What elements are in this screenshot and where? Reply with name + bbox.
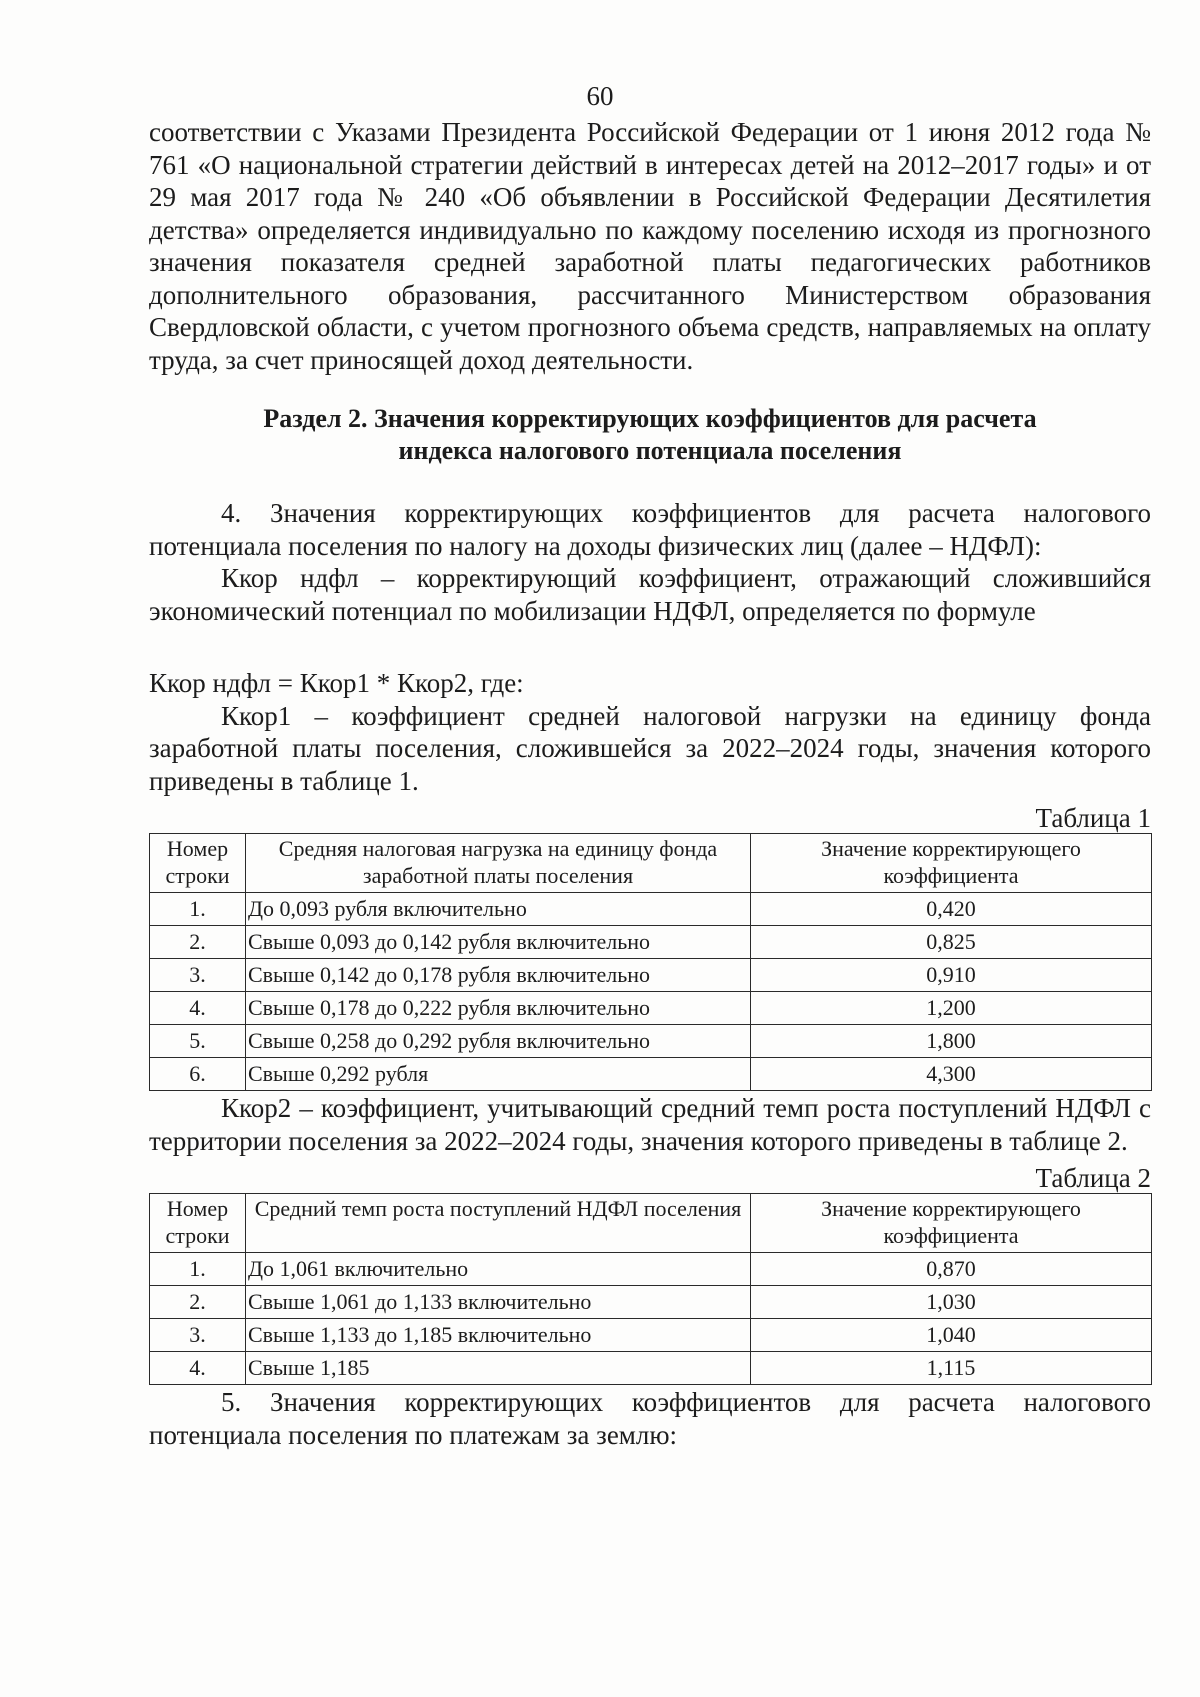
table-1-header-number: Номер строки <box>150 834 246 893</box>
document-body <box>149 116 1151 1451</box>
section-title-line-2: индекса налогового потенциала поселения <box>398 436 902 465</box>
row-value: 1,115 <box>751 1352 1152 1385</box>
table-2 <box>149 1193 1152 1385</box>
row-value: 1,200 <box>751 992 1152 1025</box>
paragraph-kkor2: Ккор2 – коэффициент, учитывающий средний темп роста поступлений НДФЛ с территории поселения за 2022–2024 годы, значения которого приведены в таблице 2. <box>149 1093 1151 1156</box>
row-condition: До 1,061 включительно <box>246 1253 751 1286</box>
row-number: 1. <box>150 1253 246 1286</box>
table-row <box>150 1253 1152 1286</box>
row-number: 4. <box>150 1352 246 1385</box>
table-row <box>150 959 1152 992</box>
row-number: 5. <box>150 1025 246 1058</box>
row-number: 3. <box>150 959 246 992</box>
row-condition: Свыше 0,142 до 0,178 рубля включительно <box>246 959 751 992</box>
row-value: 0,825 <box>751 926 1152 959</box>
row-value: 1,040 <box>751 1319 1152 1352</box>
row-number: 2. <box>150 926 246 959</box>
table-1-header-load: Средняя налоговая нагрузка на единицу фонда заработной платы поселения <box>246 834 751 893</box>
table-1-header-value: Значение корректирующего коэффициента <box>751 834 1152 893</box>
paragraph-5: 5. Значения корректирующих коэффициентов для расчета налогового потенциала поселения по платежам за землю: <box>149 1387 1151 1450</box>
table-row <box>150 1025 1152 1058</box>
paragraph-kkor-ndfl: Ккор ндфл – корректирующий коэффициент, отражающий сложившийся экономический потенциал по мобилизации НДФЛ, определяется по формуле <box>149 563 1151 626</box>
table-1-header-row <box>150 834 1152 893</box>
row-value: 1,800 <box>751 1025 1152 1058</box>
row-condition: Свыше 0,258 до 0,292 рубля включительно <box>246 1025 751 1058</box>
row-condition: Свыше 0,292 рубля <box>246 1058 751 1091</box>
row-value: 4,300 <box>751 1058 1152 1091</box>
table-row <box>150 893 1152 926</box>
row-value: 0,870 <box>751 1253 1152 1286</box>
row-condition: Свыше 0,178 до 0,222 рубля включительно <box>246 992 751 1025</box>
row-condition: Свыше 1,133 до 1,185 включительно <box>246 1319 751 1352</box>
table-row <box>150 992 1152 1025</box>
table-2-caption: Таблица 2 <box>1035 1163 1151 1193</box>
paragraph-4: 4. Значения корректирующих коэффициентов для расчета налогового потенциала поселения по налогу на доходы физических лиц (далее – НДФЛ): <box>149 498 1151 561</box>
table-2-header-row <box>150 1194 1152 1253</box>
row-value: 0,910 <box>751 959 1152 992</box>
table-row <box>150 926 1152 959</box>
paragraph-kkor1: Ккор1 – коэффициент средней налоговой нагрузки на единицу фонда заработной платы поселения, сложившейся за 2022–2024 годы, значения которого приведены в таблице 1. <box>149 700 1151 796</box>
formula: Ккор ндфл = Ккор1 * Ккор2, где: <box>149 668 524 698</box>
table-row <box>150 1286 1152 1319</box>
row-value: 1,030 <box>751 1286 1152 1319</box>
table-2-header-value: Значение корректирующего коэффициента <box>751 1194 1152 1253</box>
table-2-header-number: Номер строки <box>150 1194 246 1253</box>
row-number: 6. <box>150 1058 246 1091</box>
section-title-line-1: Раздел 2. Значения корректирующих коэффициентов для расчета <box>263 404 1037 433</box>
table-2-header-growth: Средний темп роста поступлений НДФЛ поселения <box>246 1194 751 1253</box>
intro-paragraph: соответствии с Указами Президента Российской Федерации от 1 июня 2012 года № 761 «О национальной стратегии действий в интересах детей на 2012–2017 годы» и от 29 мая 2017 года № 240 «Об объявлении в Российской Федерации Десятилетия детства» определяется индивидуально по каждому поселению исходя из прогнозного значения показателя средней заработной платы педагогических работников дополнительного образования, рассчитанного Министерством образования Свердловской области, с учетом прогнозного объема средств, направляемых на оплату труда, за счет приносящей доход деятельности. <box>149 117 1151 375</box>
row-value: 0,420 <box>751 893 1152 926</box>
page-number: 60 <box>586 81 614 111</box>
row-number: 2. <box>150 1286 246 1319</box>
table-row <box>150 1319 1152 1352</box>
row-condition: Свыше 1,061 до 1,133 включительно <box>246 1286 751 1319</box>
row-number: 1. <box>150 893 246 926</box>
row-condition: Свыше 1,185 <box>246 1352 751 1385</box>
table-row <box>150 1058 1152 1091</box>
row-condition: До 0,093 рубля включительно <box>246 893 751 926</box>
row-condition: Свыше 0,093 до 0,142 рубля включительно <box>246 926 751 959</box>
row-number: 3. <box>150 1319 246 1352</box>
table-row <box>150 1352 1152 1385</box>
table-1 <box>149 833 1152 1091</box>
row-number: 4. <box>150 992 246 1025</box>
table-1-caption: Таблица 1 <box>1035 803 1151 833</box>
section-title <box>149 403 1151 467</box>
